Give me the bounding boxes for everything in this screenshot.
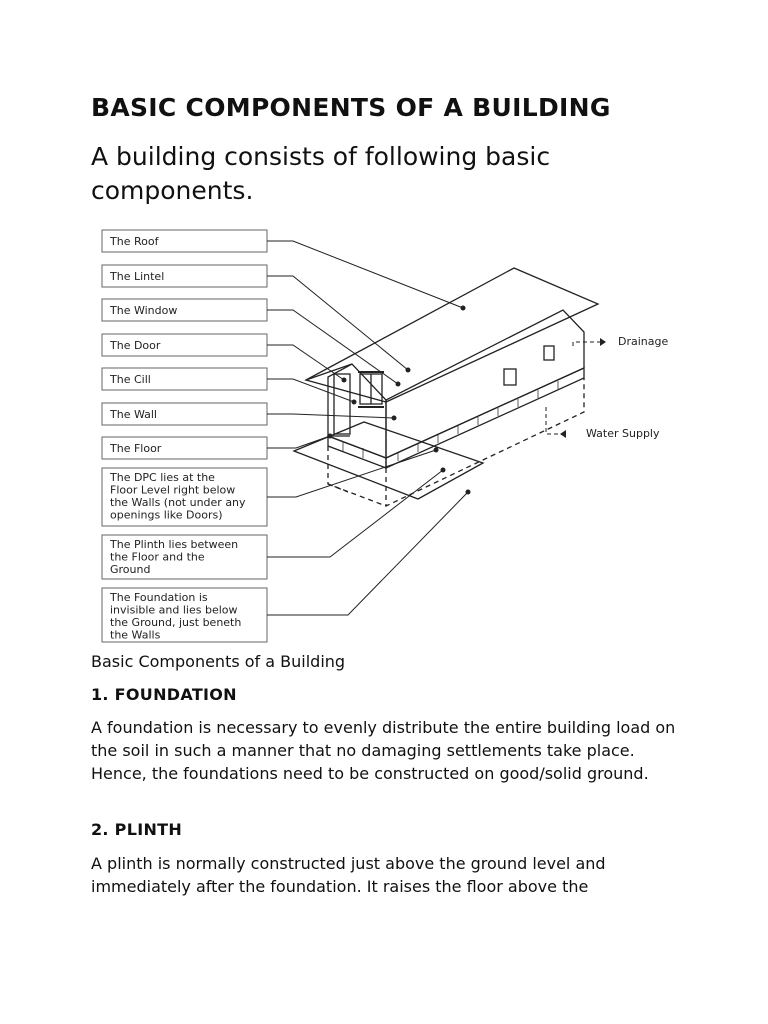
callout-label-wall: The Wall	[110, 408, 157, 421]
callout-label-foundation: the Ground, just beneth	[110, 616, 242, 629]
callout-label-floor: The Floor	[110, 442, 162, 455]
section-heading-plinth: 2. PLINTH	[91, 820, 183, 839]
figure-caption: Basic Components of a Building	[91, 652, 346, 671]
roof-eave	[306, 364, 352, 380]
side-wall	[386, 310, 584, 458]
ground-slab	[294, 422, 483, 499]
plinth-band-front	[328, 436, 386, 468]
intro-paragraph: A building consists of following basic components.	[91, 142, 551, 205]
section-body-plinth: A plinth is normally constructed just above the ground level and immediately after the foundation. It raises the floor above the	[91, 854, 606, 896]
plinth-hatching	[343, 381, 558, 461]
building-diagram	[98, 222, 683, 647]
callout-label-foundation: the Walls	[110, 628, 161, 642]
plinth-band-side	[386, 368, 584, 468]
side-window	[504, 369, 516, 385]
callout-label-dpc: the Walls (not under any	[110, 496, 246, 509]
callout-label-roof: The Roof	[110, 235, 159, 248]
water-supply-label: Water Supply	[586, 427, 660, 440]
drainage-label: Drainage	[618, 335, 669, 348]
callout-label-plinth: the Floor and the	[110, 550, 205, 564]
drainage-arrow	[600, 338, 606, 346]
leader-lines	[267, 241, 468, 615]
callout-label-door: The Door	[110, 339, 161, 352]
callout-label-plinth: Ground	[110, 563, 151, 576]
front-wall	[328, 364, 386, 458]
callout-label-dpc: Floor Level right below	[110, 483, 236, 497]
callout-label-dpc: openings like Doors)	[110, 508, 223, 522]
section-heading-foundation: 1. FOUNDATION	[91, 685, 237, 704]
section-body-foundation: A foundation is necessary to evenly distribute the entire building load on the soil in such a manner that no damaging settlements take place. Hence, the foundations need to be constructed on good/solid ground.	[91, 718, 676, 783]
page-title: BASIC COMPONENTS OF A BUILDING	[91, 93, 611, 122]
water-supply-line	[546, 407, 558, 434]
side-window	[544, 346, 554, 360]
door	[334, 374, 350, 434]
callout-label-lintel: The Lintel	[110, 270, 165, 283]
drainage-line	[573, 342, 603, 346]
water-supply-arrow	[560, 430, 566, 438]
callout-label-cill: The Cill	[110, 373, 151, 386]
building-components-figure	[98, 222, 683, 647]
callout-label-foundation: The Foundation is	[110, 591, 208, 604]
callout-label-plinth: The Plinth lies between	[110, 538, 239, 551]
callout-label-foundation: invisible and lies below	[110, 603, 238, 617]
callout-label-dpc: The DPC lies at the	[110, 471, 215, 484]
callout-label-window: The Window	[110, 304, 178, 317]
